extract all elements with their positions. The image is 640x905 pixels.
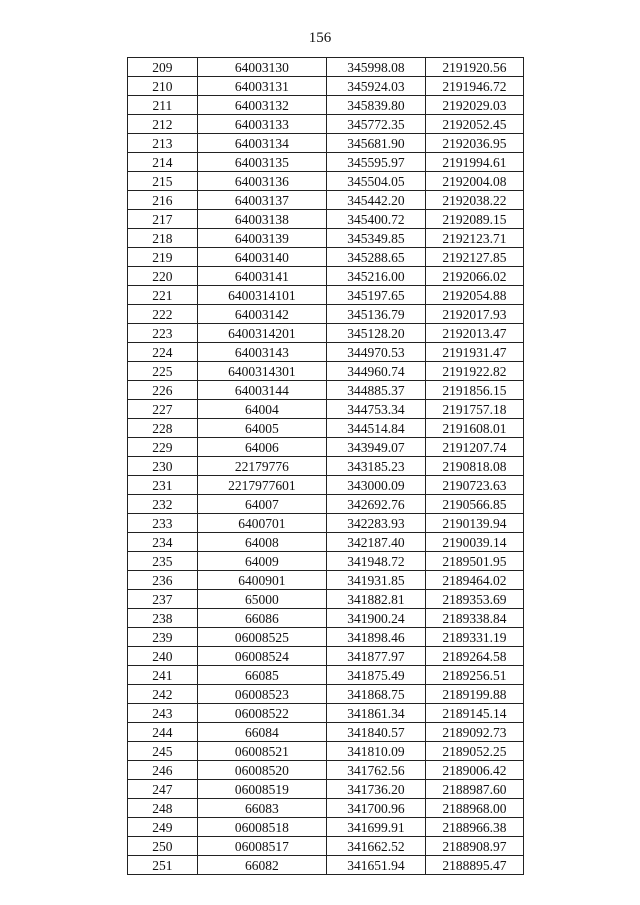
x-coordinate-cell: 345998.08 [327, 58, 426, 77]
y-coordinate-cell: 2192036.95 [425, 134, 523, 153]
x-coordinate-cell: 341877.97 [327, 647, 426, 666]
point-number-cell: 229 [128, 438, 198, 457]
point-id-cell: 64003142 [197, 305, 326, 324]
y-coordinate-cell: 2192123.71 [425, 229, 523, 248]
x-coordinate-cell: 343949.07 [327, 438, 426, 457]
point-number-cell: 210 [128, 77, 198, 96]
table-row [128, 780, 524, 799]
x-coordinate-cell: 345136.79 [327, 305, 426, 324]
x-coordinate-cell: 344514.84 [327, 419, 426, 438]
y-coordinate-cell: 2189092.73 [425, 723, 523, 742]
table-row [128, 286, 524, 305]
point-id-cell: 64003133 [197, 115, 326, 134]
point-number-cell: 227 [128, 400, 198, 419]
y-coordinate-cell: 2192052.45 [425, 115, 523, 134]
point-id-cell: 64004 [197, 400, 326, 419]
y-coordinate-cell: 2192004.08 [425, 172, 523, 191]
point-id-cell: 06008517 [197, 837, 326, 856]
point-number-cell: 228 [128, 419, 198, 438]
point-id-cell: 66086 [197, 609, 326, 628]
point-number-cell: 225 [128, 362, 198, 381]
point-number-cell: 251 [128, 856, 198, 875]
point-id-cell: 06008522 [197, 704, 326, 723]
point-id-cell: 64003132 [197, 96, 326, 115]
x-coordinate-cell: 341736.20 [327, 780, 426, 799]
point-number-cell: 233 [128, 514, 198, 533]
y-coordinate-cell: 2192038.22 [425, 191, 523, 210]
x-coordinate-cell: 344970.53 [327, 343, 426, 362]
point-number-cell: 249 [128, 818, 198, 837]
point-id-cell: 66085 [197, 666, 326, 685]
y-coordinate-cell: 2189145.14 [425, 704, 523, 723]
x-coordinate-cell: 341898.46 [327, 628, 426, 647]
table-row [128, 514, 524, 533]
point-id-cell: 6400701 [197, 514, 326, 533]
x-coordinate-cell: 341948.72 [327, 552, 426, 571]
table-row [128, 305, 524, 324]
y-coordinate-cell: 2192127.85 [425, 248, 523, 267]
point-number-cell: 223 [128, 324, 198, 343]
y-coordinate-cell: 2192089.15 [425, 210, 523, 229]
point-id-cell: 64003137 [197, 191, 326, 210]
point-number-cell: 218 [128, 229, 198, 248]
point-id-cell: 6400314301 [197, 362, 326, 381]
point-id-cell: 66084 [197, 723, 326, 742]
point-id-cell: 65000 [197, 590, 326, 609]
point-number-cell: 232 [128, 495, 198, 514]
point-id-cell: 64007 [197, 495, 326, 514]
x-coordinate-cell: 345197.65 [327, 286, 426, 305]
y-coordinate-cell: 2188966.38 [425, 818, 523, 837]
y-coordinate-cell: 2190723.63 [425, 476, 523, 495]
point-number-cell: 224 [128, 343, 198, 362]
table-row [128, 438, 524, 457]
x-coordinate-cell: 344753.34 [327, 400, 426, 419]
y-coordinate-cell: 2190566.85 [425, 495, 523, 514]
x-coordinate-cell: 343000.09 [327, 476, 426, 495]
y-coordinate-cell: 2189199.88 [425, 685, 523, 704]
x-coordinate-cell: 341662.52 [327, 837, 426, 856]
table-row [128, 191, 524, 210]
point-number-cell: 215 [128, 172, 198, 191]
point-number-cell: 209 [128, 58, 198, 77]
point-number-cell: 213 [128, 134, 198, 153]
table-row [128, 134, 524, 153]
point-number-cell: 221 [128, 286, 198, 305]
coordinates-table [127, 57, 524, 875]
point-id-cell: 66082 [197, 856, 326, 875]
x-coordinate-cell: 345504.05 [327, 172, 426, 191]
y-coordinate-cell: 2189052.25 [425, 742, 523, 761]
point-id-cell: 6400314101 [197, 286, 326, 305]
point-number-cell: 245 [128, 742, 198, 761]
y-coordinate-cell: 2191608.01 [425, 419, 523, 438]
x-coordinate-cell: 345442.20 [327, 191, 426, 210]
point-id-cell: 64006 [197, 438, 326, 457]
point-id-cell: 64003139 [197, 229, 326, 248]
y-coordinate-cell: 2189353.69 [425, 590, 523, 609]
x-coordinate-cell: 341931.85 [327, 571, 426, 590]
y-coordinate-cell: 2189006.42 [425, 761, 523, 780]
point-id-cell: 06008520 [197, 761, 326, 780]
table-row [128, 324, 524, 343]
y-coordinate-cell: 2189264.58 [425, 647, 523, 666]
page-number: 156 [308, 30, 332, 46]
y-coordinate-cell: 2192013.47 [425, 324, 523, 343]
y-coordinate-cell: 2188968.00 [425, 799, 523, 818]
x-coordinate-cell: 345216.00 [327, 267, 426, 286]
x-coordinate-cell: 341882.81 [327, 590, 426, 609]
point-number-cell: 250 [128, 837, 198, 856]
y-coordinate-cell: 2188987.60 [425, 780, 523, 799]
table-row [128, 476, 524, 495]
point-id-cell: 06008525 [197, 628, 326, 647]
x-coordinate-cell: 341868.75 [327, 685, 426, 704]
y-coordinate-cell: 2189464.02 [425, 571, 523, 590]
point-number-cell: 222 [128, 305, 198, 324]
y-coordinate-cell: 2189256.51 [425, 666, 523, 685]
point-id-cell: 22179776 [197, 457, 326, 476]
point-number-cell: 217 [128, 210, 198, 229]
x-coordinate-cell: 341900.24 [327, 609, 426, 628]
table-row [128, 704, 524, 723]
table-row [128, 666, 524, 685]
y-coordinate-cell: 2189501.95 [425, 552, 523, 571]
table-row [128, 647, 524, 666]
table-row [128, 419, 524, 438]
point-number-cell: 246 [128, 761, 198, 780]
y-coordinate-cell: 2191207.74 [425, 438, 523, 457]
point-id-cell: 64003130 [197, 58, 326, 77]
x-coordinate-cell: 345349.85 [327, 229, 426, 248]
point-id-cell: 64003138 [197, 210, 326, 229]
y-coordinate-cell: 2189331.19 [425, 628, 523, 647]
table-row [128, 723, 524, 742]
point-id-cell: 66083 [197, 799, 326, 818]
table-row [128, 96, 524, 115]
point-number-cell: 226 [128, 381, 198, 400]
y-coordinate-cell: 2192054.88 [425, 286, 523, 305]
point-id-cell: 64003136 [197, 172, 326, 191]
x-coordinate-cell: 341861.34 [327, 704, 426, 723]
x-coordinate-cell: 345681.90 [327, 134, 426, 153]
y-coordinate-cell: 2188908.97 [425, 837, 523, 856]
table-row [128, 495, 524, 514]
y-coordinate-cell: 2190139.94 [425, 514, 523, 533]
table-row [128, 172, 524, 191]
x-coordinate-cell: 341875.49 [327, 666, 426, 685]
y-coordinate-cell: 2191994.61 [425, 153, 523, 172]
point-number-cell: 237 [128, 590, 198, 609]
table-row [128, 856, 524, 875]
point-id-cell: 6400314201 [197, 324, 326, 343]
x-coordinate-cell: 345400.72 [327, 210, 426, 229]
point-number-cell: 247 [128, 780, 198, 799]
point-number-cell: 243 [128, 704, 198, 723]
point-id-cell: 64003140 [197, 248, 326, 267]
table-row [128, 343, 524, 362]
point-id-cell: 64003143 [197, 343, 326, 362]
table-row [128, 457, 524, 476]
table-row [128, 210, 524, 229]
point-id-cell: 06008519 [197, 780, 326, 799]
table-row [128, 400, 524, 419]
point-id-cell: 64003134 [197, 134, 326, 153]
y-coordinate-cell: 2191920.56 [425, 58, 523, 77]
point-number-cell: 212 [128, 115, 198, 134]
table-row [128, 552, 524, 571]
point-id-cell: 64009 [197, 552, 326, 571]
table-row [128, 267, 524, 286]
point-id-cell: 64003135 [197, 153, 326, 172]
x-coordinate-cell: 344960.74 [327, 362, 426, 381]
x-coordinate-cell: 345772.35 [327, 115, 426, 134]
x-coordinate-cell: 341700.96 [327, 799, 426, 818]
point-id-cell: 06008524 [197, 647, 326, 666]
x-coordinate-cell: 342692.76 [327, 495, 426, 514]
table-row [128, 381, 524, 400]
x-coordinate-cell: 341762.56 [327, 761, 426, 780]
table-row [128, 248, 524, 267]
table-row [128, 628, 524, 647]
table-row [128, 818, 524, 837]
point-number-cell: 235 [128, 552, 198, 571]
point-id-cell: 64003131 [197, 77, 326, 96]
table-row [128, 590, 524, 609]
x-coordinate-cell: 345128.20 [327, 324, 426, 343]
x-coordinate-cell: 345288.65 [327, 248, 426, 267]
point-number-cell: 240 [128, 647, 198, 666]
table-row [128, 685, 524, 704]
y-coordinate-cell: 2189338.84 [425, 609, 523, 628]
y-coordinate-cell: 2192017.93 [425, 305, 523, 324]
table-body [128, 58, 524, 875]
point-id-cell: 06008521 [197, 742, 326, 761]
x-coordinate-cell: 345924.03 [327, 77, 426, 96]
y-coordinate-cell: 2188895.47 [425, 856, 523, 875]
table-row [128, 609, 524, 628]
y-coordinate-cell: 2190818.08 [425, 457, 523, 476]
point-id-cell: 64003144 [197, 381, 326, 400]
point-number-cell: 244 [128, 723, 198, 742]
y-coordinate-cell: 2191922.82 [425, 362, 523, 381]
x-coordinate-cell: 344885.37 [327, 381, 426, 400]
y-coordinate-cell: 2192066.02 [425, 267, 523, 286]
point-number-cell: 242 [128, 685, 198, 704]
point-number-cell: 214 [128, 153, 198, 172]
table-row [128, 571, 524, 590]
point-number-cell: 231 [128, 476, 198, 495]
point-number-cell: 220 [128, 267, 198, 286]
x-coordinate-cell: 341699.91 [327, 818, 426, 837]
table-row [128, 58, 524, 77]
point-id-cell: 64003141 [197, 267, 326, 286]
point-id-cell: 06008523 [197, 685, 326, 704]
point-id-cell: 2217977601 [197, 476, 326, 495]
table-row [128, 362, 524, 381]
y-coordinate-cell: 2191757.18 [425, 400, 523, 419]
point-number-cell: 241 [128, 666, 198, 685]
point-number-cell: 216 [128, 191, 198, 210]
table-row [128, 153, 524, 172]
y-coordinate-cell: 2191931.47 [425, 343, 523, 362]
x-coordinate-cell: 342283.93 [327, 514, 426, 533]
point-number-cell: 238 [128, 609, 198, 628]
x-coordinate-cell: 341651.94 [327, 856, 426, 875]
point-number-cell: 234 [128, 533, 198, 552]
y-coordinate-cell: 2191856.15 [425, 381, 523, 400]
table-row [128, 115, 524, 134]
table-row [128, 229, 524, 248]
y-coordinate-cell: 2191946.72 [425, 77, 523, 96]
point-number-cell: 230 [128, 457, 198, 476]
table-row [128, 742, 524, 761]
point-number-cell: 239 [128, 628, 198, 647]
table-row [128, 77, 524, 96]
x-coordinate-cell: 345595.97 [327, 153, 426, 172]
point-number-cell: 219 [128, 248, 198, 267]
x-coordinate-cell: 345839.80 [327, 96, 426, 115]
table-row [128, 761, 524, 780]
point-number-cell: 248 [128, 799, 198, 818]
point-id-cell: 64005 [197, 419, 326, 438]
point-id-cell: 06008518 [197, 818, 326, 837]
x-coordinate-cell: 341810.09 [327, 742, 426, 761]
table-row [128, 837, 524, 856]
point-number-cell: 211 [128, 96, 198, 115]
x-coordinate-cell: 342187.40 [327, 533, 426, 552]
point-id-cell: 6400901 [197, 571, 326, 590]
table-row [128, 533, 524, 552]
y-coordinate-cell: 2190039.14 [425, 533, 523, 552]
point-id-cell: 64008 [197, 533, 326, 552]
x-coordinate-cell: 343185.23 [327, 457, 426, 476]
y-coordinate-cell: 2192029.03 [425, 96, 523, 115]
point-number-cell: 236 [128, 571, 198, 590]
x-coordinate-cell: 341840.57 [327, 723, 426, 742]
table-row [128, 799, 524, 818]
